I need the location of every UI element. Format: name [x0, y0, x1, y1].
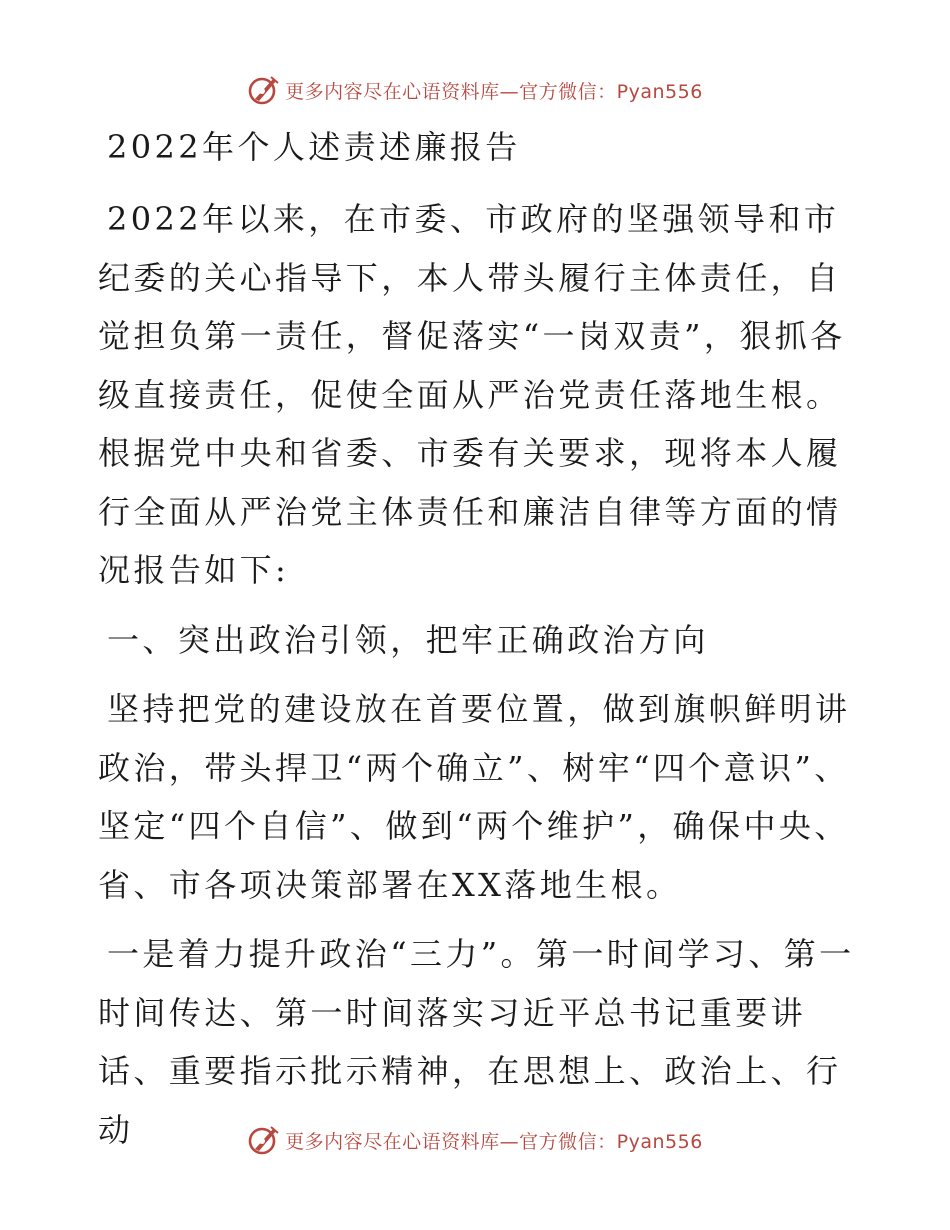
document-body [98, 118, 858, 1170]
footer-watermark [0, 1120, 950, 1160]
watermark-main-text: 更多内容尽在心语资料库 [285, 1130, 500, 1153]
watermark-wechat-text: 官方微信：Pyan556 [519, 80, 703, 103]
quill-logo-icon [247, 73, 281, 107]
watermark-dash: — [499, 1130, 520, 1153]
paragraph-intro: 2022年以来，在市委、市政府的坚强领导和市纪委的关心指导下，本人带头履行主体责任，自觉担负第一责任，督促落实“一岗双责”，狠抓各级直接责任，促使全面从严治党责任落地生根。根据党中央和省委、市委有关要求，现将本人履行全面从严治党主体责任和廉洁自律等方面的情况报告如下: [98, 200, 846, 589]
watermark-dash: — [499, 80, 520, 103]
paragraph-politics: 坚持把党的建设放在首要位置，做到旗帜鲜明讲政治，带头捍卫“两个确立”、树牢“四个意识”、坚定“四个自信”、做到“两个维护”，确保中央、省、市各项决策部署在XX落地生根。 [98, 690, 851, 904]
quill-logo-icon [247, 1123, 281, 1157]
section-heading-1: 一、突出政治引领，把牢正确政治方向 [107, 620, 709, 659]
header-watermark [0, 70, 950, 110]
watermark-main-text: 更多内容尽在心语资料库 [285, 80, 500, 103]
paragraph-three-forces: 一是着力提升政治“三力”。第一时间学习、第一时间传达、第一时间落实习近平总书记重要讲话、重要指示批示精神，在思想上、政治上、行动 [98, 935, 855, 1149]
document-title: 2022年个人述责述廉报告 [107, 128, 521, 166]
watermark-wechat-text: 官方微信：Pyan556 [519, 1130, 703, 1153]
